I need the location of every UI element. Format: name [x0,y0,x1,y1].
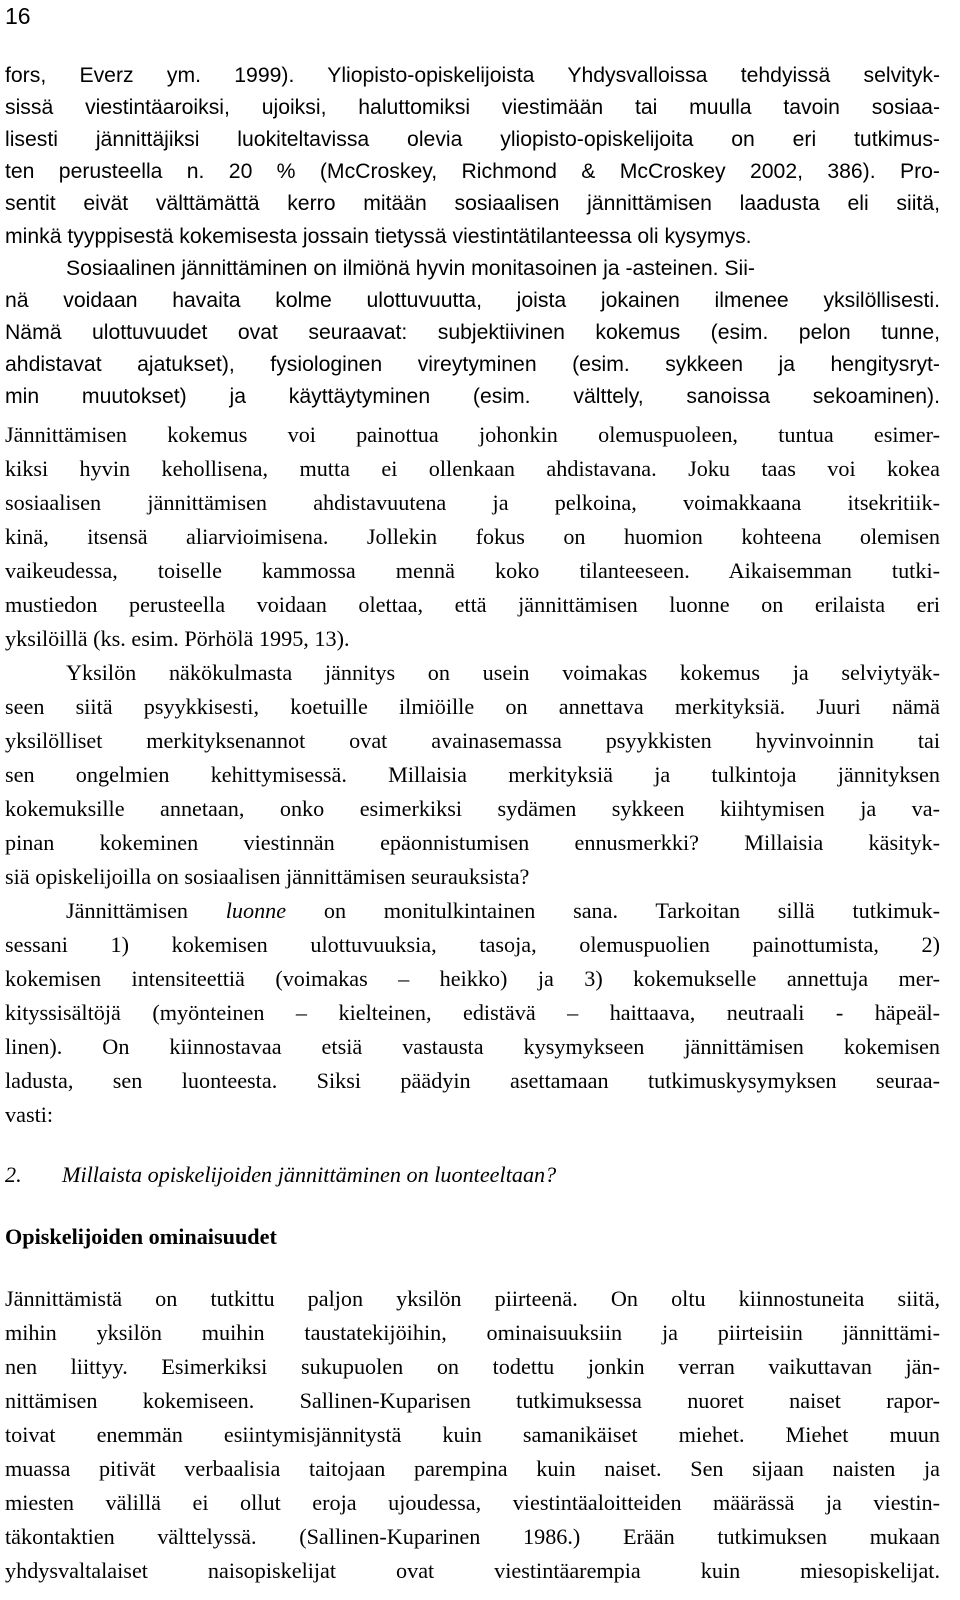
paragraph-2-line: pinan kokeminen viestinnän epäonnistumisen ennusmerkki? Millaisia käsityk- [5,830,940,855]
paragraph-4-line: muassa pitivät verbaalisia taitojaan parempina kuin naiset. Sen sijaan naisten ja [5,1456,940,1481]
emphasis-luonne: luonne [225,898,287,923]
paragraph-2-line: Yksilön näkökulmasta jännitys on usein voimakas kokemus ja selviytyäk- [66,660,940,685]
paragraph-3-line: vasti: [5,1102,54,1127]
paragraph-4-line: Jännittämistä on tutkittu paljon yksilön piirteenä. On oltu kiinnostuneita siitä, [5,1286,940,1311]
paragraph-1-line: vaikeudessa, toiselle kammossa mennä koko tilanteeseen. Aikaisemman tutki- [5,558,940,583]
paragraph-1-line: minkä tyyppisestä kokemisesta jossain tietyssä viestintätilanteessa oli kysymys. [5,225,752,248]
paragraph-1-line: yksilöillä (ks. esim. Pörhölä 1995, 13). [5,626,350,651]
paragraph-1-line: Nämä ulottuvuudet ovat seuraavat: subjektiivinen kokemus (esim. pelon tunne, [5,321,940,344]
paragraph-1-line: min muutokset) ja käyttäytyminen (esim. välttely, sanoissa sekoaminen). [5,385,940,408]
paragraph-4-line: täkontaktien välttelyssä. (Sallinen-Kuparinen 1986.) Erään tutkimuksen mukaan [5,1524,940,1549]
paragraph-1-line: nä voidaan havaita kolme ulottuvuutta, joista jokainen ilmenee yksilöllisesti. [5,289,940,312]
paragraph-1-line: Jännittämisen kokemus voi painottua johonkin olemuspuoleen, tuntua esimer- [5,422,940,447]
paragraph-2-line: yksilölliset merkityksenannot ovat avainasemassa psyykkisten hyvinvoinnin tai [5,728,940,753]
paragraph-4-line: yhdysvaltalaiset naisopiskelijat ovat viestintäarempia kuin miesopiskelijat. [5,1558,940,1583]
section-heading: Opiskelijoiden ominaisuudet [5,1224,277,1249]
paragraph-1-line: ten perusteella n. 20 % (McCroskey, Richmond & McCroskey 2002, 386). Pro- [5,160,940,183]
research-question-text: Millaista opiskelijoiden jännittäminen on luonteeltaan? [62,1162,557,1187]
paragraph-2-line: seen siitä psyykkisesti, koetuille ilmiöille on annettava merkityksiä. Juuri nämä [5,694,940,719]
paragraph-3-line: linen). On kiinnostavaa etsiä vastausta kysymykseen jännittämisen kokemisen [5,1034,940,1059]
paragraph-4-line: nittämisen kokemiseen. Sallinen-Kuparisen tutkimuksessa nuoret naiset rapor- [5,1388,940,1413]
paragraph-2-line: kokemuksille annetaan, onko esimerkiksi sydämen sykkeen kiihtymisen ja va- [5,796,940,821]
research-question-number: 2. [5,1162,22,1187]
paragraph-1-line: sissä viestintäaroiksi, ujoiksi, haluttomiksi viestimään tai muulla tavoin sosiaa- [5,96,940,119]
paragraph-1-line: lisesti jännittäjiksi luokiteltavissa olevia yliopisto-opiskelijoita on eri tutkimus- [5,128,940,151]
paragraph-4-line: nen liittyy. Esimerkiksi sukupuolen on todettu jonkin verran vaikuttavan jän- [5,1354,940,1379]
paragraph-4-line: miesten välillä ei ollut eroja ujoudessa, viestintäaloitteiden määrässä ja viestin- [5,1490,940,1515]
paragraph-1-line: mustiedon perusteella voidaan olettaa, että jännittämisen luonne on erilaista eri [5,592,940,617]
paragraph-1-line: kiksi hyvin kehollisena, mutta ei ollenkaan ahdistavana. Joku taas voi kokea [5,456,940,481]
paragraph-1-line: fors, Everz ym. 1999). Yliopisto-opiskelijoista Yhdysvalloissa tehdyissä selvityk- [5,64,940,87]
paragraph-1-line: sosiaalisen jännittämisen ahdistavuutena ja pelkoina, voimakkaana itsekritiik- [5,490,940,515]
paragraph-1-line: kinä, itsensä aliarvioimisena. Jollekin fokus on huomion kohteena olemisen [5,524,940,549]
paragraph-3-line: sessani 1) kokemisen ulottuvuuksia, tasoja, olemuspuolien painottumista, 2) [5,932,940,957]
page-number: 16 [5,3,31,29]
paragraph-3-line: kityssisältöjä (myönteinen – kielteinen, edistävä – haittaava, neutraali - häpeäl- [5,1000,940,1025]
paragraph-3-line: ladusta, sen luonteesta. Siksi päädyin asettamaan tutkimuskysymyksen seuraa- [5,1068,940,1093]
paragraph-1-line: sentit eivät välttämättä kerro mitään sosiaalisen jännittämisen laadusta eli siitä, [5,192,940,215]
paragraph-1-line: ahdistavat ajatukset), fysiologinen vireytyminen (esim. sykkeen ja hengitysryt- [5,353,940,376]
paragraph-2-line: sen ongelmien kehittymisessä. Millaisia merkityksiä ja tulkintoja jännityksen [5,762,940,787]
paragraph-3-first-line: Jännittämisen luonne on monitulkintainen sana. Tarkoitan sillä tutkimuk- [66,898,940,923]
paragraph-4-line: mihin yksilön muihin taustatekijöihin, ominaisuuksiin ja piirteisiin jännittämi- [5,1320,940,1345]
paragraph-2-line: siä opiskelijoilla on sosiaalisen jännittämisen seurauksista? [5,864,530,889]
paragraph-3-line: kokemisen intensiteettiä (voimakas – heikko) ja 3) kokemukselle annettuja mer- [5,966,940,991]
paragraph-4-line: toivat enemmän esiintymisjännitystä kuin samanikäiset miehet. Miehet muun [5,1422,940,1447]
paragraph-1-line: Sosiaalinen jännittäminen on ilmiönä hyvin monitasoinen ja -asteinen. Sii- [66,257,755,280]
